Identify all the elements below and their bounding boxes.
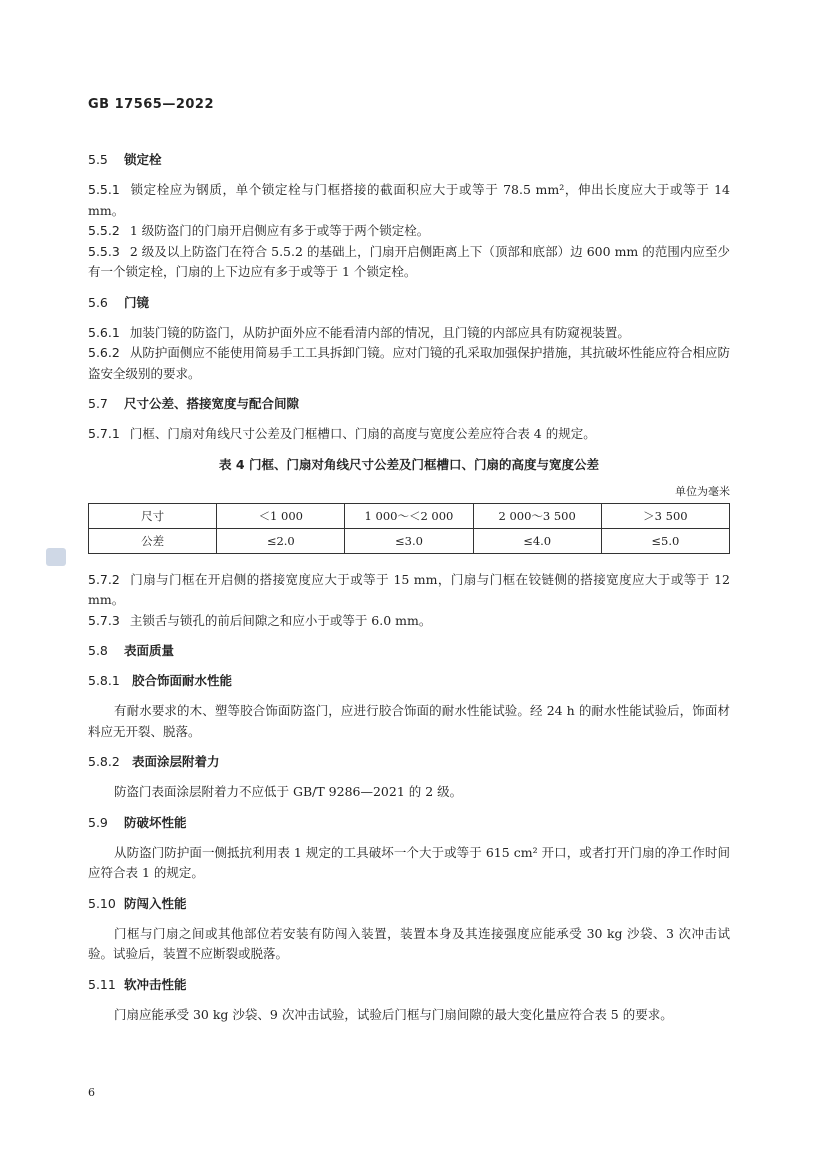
section-heading-s5_7 — [88, 394, 730, 414]
section-heading-s5_8_2 — [88, 752, 730, 772]
section-number: 5.6 — [88, 294, 108, 310]
clause-number: 5.7.1 — [88, 426, 120, 441]
section-title: 表面涂层附着力 — [132, 754, 220, 769]
section-title: 防破坏性能 — [124, 814, 187, 830]
section-heading-s5_5 — [88, 150, 730, 170]
section-number: 5.8.2 — [88, 754, 120, 769]
table-cell: 尺寸 — [89, 503, 217, 528]
table-cell: ＞3 500 — [601, 503, 729, 528]
table-cell: 公差 — [89, 528, 217, 553]
clause-number: 5.6.2 — [88, 345, 120, 360]
table-cell: ＜1 000 — [217, 503, 345, 528]
clause-text: 从防护面侧应不能使用简易手工工具拆卸门镜。应对门镜的孔采取加强保护措施，其抗破坏性能应符合相应防盗安全级别的要求。 — [88, 345, 730, 381]
table-cell: ≤5.0 — [601, 528, 729, 553]
clause-s5_5_2 — [88, 221, 730, 242]
clause-s5_7_3 — [88, 611, 730, 632]
clause-number: 5.7.2 — [88, 571, 120, 587]
section-title: 软冲击性能 — [124, 976, 187, 992]
clause-number: 5.5.1 — [88, 182, 120, 197]
section-number: 5.8.1 — [88, 673, 120, 688]
clause-text: 2 级及以上防盗门在符合 5.5.2 的基础上，门扇开启侧距离上下（顶部和底部）边 600 mm 的范围内应至少有一个锁定栓，门扇的上下边应有多于或等于 1 个锁定栓。 — [88, 243, 730, 279]
clause-number: 5.5.2 — [88, 223, 120, 238]
section-number: 5.9 — [88, 814, 108, 830]
section-heading-s5_9 — [88, 813, 730, 833]
clause-text: 加装门镜的防盗门，从防护面外应不能看清内部的情况，且门镜的内部应具有防窥视装置。 — [129, 324, 630, 340]
section-heading-s5_6 — [88, 293, 730, 313]
table-row — [89, 528, 730, 553]
clause-s5_5_1 — [88, 180, 730, 221]
section-number: 5.11 — [88, 976, 116, 992]
document-body — [88, 140, 730, 1033]
table-4 — [88, 503, 730, 554]
clause-s5_6_1 — [88, 323, 730, 344]
clause-s5_7_1 — [88, 424, 730, 445]
section-number: 5.5 — [88, 152, 108, 167]
section-title: 防闯入性能 — [124, 895, 187, 911]
page-number: 6 — [88, 1086, 95, 1099]
standard-id: GB 17565—2022 — [88, 97, 215, 112]
paragraph-s5_9_p: 从防盗门防护面一侧抵抗利用表 1 规定的工具破坏一个大于或等于 615 cm² 开口，或者打开门扇的净工作时间应符合表 1 的规定。 — [88, 844, 730, 880]
table-cell: ≤4.0 — [473, 528, 601, 553]
table-cell: 1 000～＜2 000 — [345, 503, 473, 528]
table-cell: ≤3.0 — [345, 528, 473, 553]
table-4-title: 表 4 门框、门扇对角线尺寸公差及门框槽口、门扇的高度与宽度公差 — [219, 456, 599, 472]
section-heading-s5_11 — [88, 975, 730, 995]
section-title: 表面质量 — [124, 643, 175, 658]
section-title: 尺寸公差、搭接宽度与配合间隙 — [124, 396, 300, 411]
section-heading-s5_10 — [88, 894, 730, 914]
clause-text: 1 级防盗门的门扇开启侧应有多于或等于两个锁定栓。 — [129, 223, 430, 238]
clause-s5_5_3 — [88, 242, 730, 283]
clause-number: 5.5.3 — [88, 243, 120, 259]
section-heading-s5_8_1 — [88, 671, 730, 691]
clause-text: 门扇与门框在开启侧的搭接宽度应大于或等于 15 mm，门扇与门框在铰链侧的搭接宽度应大于或等于 12 mm。 — [88, 571, 730, 607]
section-title: 胶合饰面耐水性能 — [132, 673, 233, 688]
paragraph-s5_8_1_p: 有耐水要求的木、塑等胶合饰面防盗门，应进行胶合饰面的耐水性能试验。经 24 h 的耐水性能试验后，饰面材料应无开裂、脱落。 — [88, 703, 730, 739]
clause-s5_7_2 — [88, 570, 730, 611]
section-number: 5.7 — [88, 396, 108, 411]
table-cell: 2 000～3 500 — [473, 503, 601, 528]
table-row — [89, 503, 730, 528]
paragraph-s5_11_p: 门扇应能承受 30 kg 沙袋、9 次冲击试验，试验后门框与门扇间隙的最大变化量应符合表 5 的要求。 — [114, 1006, 673, 1022]
side-tab-marker — [46, 548, 66, 566]
clause-text: 锁定栓应为钢质，单个锁定栓与门框搭接的截面积应大于或等于 78.5 mm²，伸出长度应大于或等于 14 mm。 — [88, 182, 730, 218]
section-title: 锁定栓 — [124, 152, 162, 167]
section-number: 5.10 — [88, 895, 116, 911]
section-heading-s5_8 — [88, 641, 730, 661]
table-4-unit: 单位为毫米 — [675, 484, 730, 498]
section-title: 门镜 — [124, 294, 150, 310]
clause-s5_6_2 — [88, 343, 730, 384]
sections-part-1 — [88, 150, 730, 445]
clause-number: 5.6.1 — [88, 324, 120, 340]
sections-part-2 — [88, 570, 730, 1026]
clause-text: 门框、门扇对角线尺寸公差及门框槽口、门扇的高度与宽度公差应符合表 4 的规定。 — [129, 426, 596, 441]
paragraph-s5_10_p: 门框与门扇之间或其他部位若安装有防闯入装置，装置本身及其连接强度应能承受 30 kg 沙袋、3 次冲击试验。试验后，装置不应断裂或脱落。 — [88, 925, 730, 961]
table-cell: ≤2.0 — [217, 528, 345, 553]
clause-number: 5.7.3 — [88, 612, 120, 628]
clause-text: 主锁舌与锁孔的前后间隙之和应小于或等于 6.0 mm。 — [129, 612, 432, 628]
paragraph-s5_8_2_p: 防盗门表面涂层附着力不应低于 GB/T 9286—2021 的 2 级。 — [114, 784, 463, 799]
section-number: 5.8 — [88, 643, 108, 658]
